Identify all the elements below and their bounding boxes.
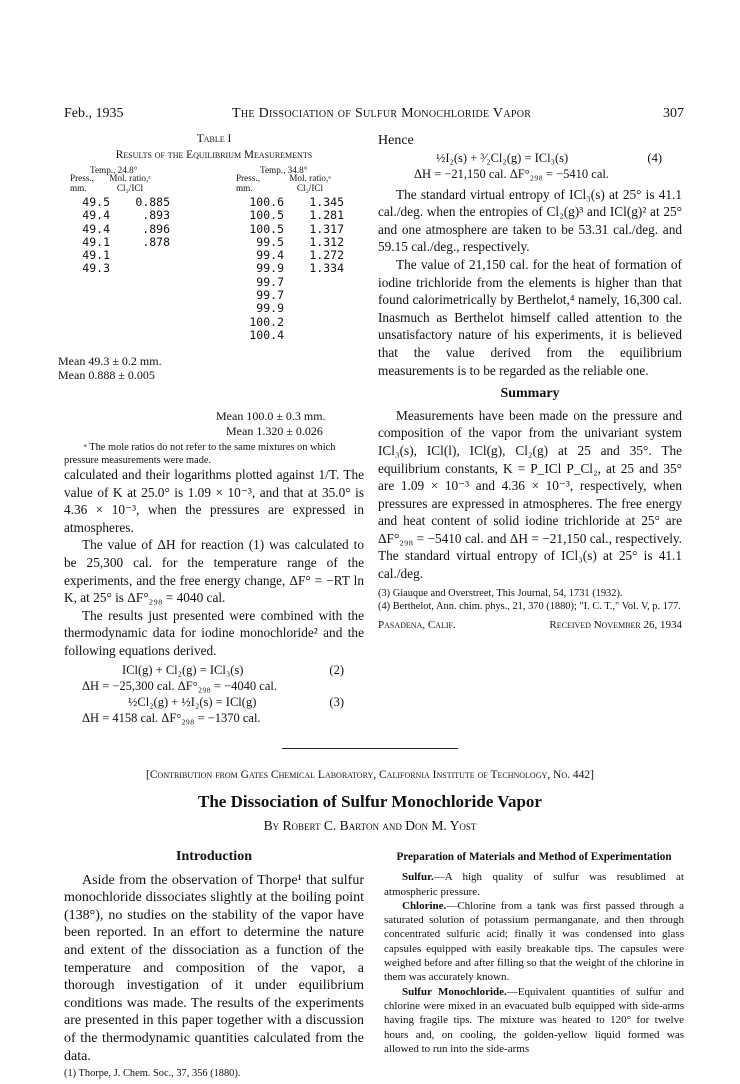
equation-4-number: (4) xyxy=(647,150,662,165)
right-pressure-cell: 99.7 xyxy=(256,274,284,289)
left-row xyxy=(64,249,170,262)
right-pressure-cell: 100.2 xyxy=(249,314,284,329)
equation-3-text: ½Cl₂(g) + ½I₂(s) = ICl(g) xyxy=(128,694,257,709)
left-row xyxy=(64,196,170,209)
right-row xyxy=(238,249,344,262)
article-right-column xyxy=(384,850,684,1056)
right-row xyxy=(238,289,344,302)
right-para-2: The value of 21,150 cal. for the heat of formation of iodine trichloride from the elements is higher than that found calorimetrically by Berthelot,⁴ namely, 16,300 cal. Inasmuch as Berthelot himself called attention to the unsatisfactory nature of his experiments, it is believed that the value derived from the equilibrium measurements is to be regarded as the reliable one. xyxy=(378,256,682,378)
equation-3-thermo: ΔH = 4158 cal. ΔF°₂₉₈ = −1370 cal. xyxy=(82,710,261,725)
right-row xyxy=(238,223,344,236)
right-ratio-cell xyxy=(284,289,344,302)
ref-4: (4) Berthelot, Ann. chim. phys., 21, 370 (1880); "I. C. T.," Vol. V, p. 177. xyxy=(378,600,681,612)
right-row xyxy=(238,329,344,342)
right-ratio-cell xyxy=(284,329,344,342)
left-column xyxy=(64,466,364,726)
right-mean-ratio: Mean 1.320 ± 0.026 xyxy=(226,424,323,438)
hence-label: Hence xyxy=(378,133,414,148)
left-ratio-cell: .893 xyxy=(142,208,170,223)
equation-2-values xyxy=(64,678,364,694)
left-ratio-cell xyxy=(110,262,170,275)
equation-2-text: ICl(g) + Cl₂(g) = ICl₃(s) xyxy=(122,662,244,677)
right-pressure-cell: 99.9 xyxy=(256,301,284,316)
equation-2-number: (2) xyxy=(329,662,344,677)
equation-3-values xyxy=(64,710,364,726)
equation-4-values xyxy=(378,166,682,182)
prep-heading: Preparation of Materials and Method of Experimentation xyxy=(396,851,672,863)
equation-3 xyxy=(64,694,364,710)
chlorine-para xyxy=(384,899,684,985)
right-ratio-cell xyxy=(284,302,344,315)
intro-heading: Introduction xyxy=(176,849,252,864)
right-temp-header: Temp., 34.8° xyxy=(260,165,308,175)
right-para-1: The standard virtual entropy of ICl₃(s) at 25° is 41.1 cal./deg. when the entropies of Cl₂(g)³ and ICl(g)² at 25° and one atmosphere are taken to be 53.31 cal./deg. and 59.15 cal./deg., respectively. xyxy=(378,186,682,255)
right-row xyxy=(238,236,344,249)
left-pressure-cell: 49.3 xyxy=(82,261,110,276)
left-para-2: The value of ΔH for reaction (1) was calculated to be 25,300 cal. for the temperature range of the experiments, and the free energy change, ΔF° = −RT ln K, at 25° is ΔF°₂₉₈ = 4040 cal. xyxy=(64,537,364,606)
left-para-1: calculated and their logarithms plotted against 1/T. The value of K at 25.0° is 1.09 × 10⁻³, and that at 35.0° is 4.36 × 10⁻³, when the pressures are expressed in atmospheres. xyxy=(64,467,364,535)
left-mean-pressure: Mean 49.3 ± 0.2 mm. xyxy=(58,354,162,368)
running-header xyxy=(64,106,684,124)
right-row xyxy=(238,302,344,315)
left-para-3: The results just presented were combined with the thermodynamic data for iodine monochloride² and the following equations derived. xyxy=(64,607,364,658)
received-date: Received November 26, 1934 xyxy=(549,618,682,631)
right-row xyxy=(238,276,344,289)
right-ratio-cell: 1.345 xyxy=(309,195,344,209)
left-temp-header: Temp., 24.8° xyxy=(90,165,138,175)
table-subtitle: Results of the Equilibrium Measurements xyxy=(115,149,313,161)
left-pressure-cell: 49.1 xyxy=(82,234,110,249)
right-row xyxy=(238,316,344,329)
left-row xyxy=(64,236,170,249)
left-ratio-cell: .896 xyxy=(142,221,170,236)
sulfur-label: Sulfur. xyxy=(402,871,434,884)
chlorine-text: —Chlorine from a tank was first passed through a saturated solution of potassium permanganate, and then through concentrated sulfuric acid; finally it was condensed into glass capsules equipped with easily breakable tips. The capsules were weighed before and after filling so that the weight of the chlorine in them was accurately known. xyxy=(384,899,684,984)
monochloride-label: Sulfur Monochloride. xyxy=(402,985,507,998)
left-row xyxy=(64,209,170,222)
right-ratio-cell: 1.272 xyxy=(309,248,344,263)
ref-3: (3) Giauque and Overstreet, This Journal, 54, 1731 (1932). xyxy=(378,587,623,599)
article-authors: By Robert C. Barton and Don M. Yost xyxy=(263,818,477,833)
monochloride-para xyxy=(384,985,684,1056)
table-block xyxy=(58,132,364,467)
ref-1: (1) Thorpe, J. Chem. Soc., 37, 356 (1880). xyxy=(64,1068,241,1080)
equation-3-number: (3) xyxy=(329,694,344,709)
header-title: The Dissociation of Sulfur Monochloride Vapor xyxy=(232,106,532,121)
right-ratio-cell: 1.312 xyxy=(309,234,344,249)
right-pressure-cell: 100.5 xyxy=(249,208,284,223)
table-title: Table I xyxy=(196,133,232,145)
monochloride-text: —Equivalent quantities of sulfur and chlorine were mixed in an evacuated bulb equipped with side-arms having fragile tips. The mixture was heated to 120° for twelve hours and, on cooling, the golden-yellow liquid formed was allowed to run into the side-arms xyxy=(384,985,684,1055)
page-number: 307 xyxy=(663,106,684,121)
equation-4-thermo: ΔH = −21,150 cal. ΔF°₂₉₈ = −5410 cal. xyxy=(414,166,609,181)
left-press-header: Press., mm. xyxy=(70,173,94,193)
left-ratio-cell xyxy=(110,249,170,262)
right-row xyxy=(238,262,344,275)
right-ratio-cell xyxy=(284,276,344,289)
table-left-data xyxy=(64,196,170,276)
right-column xyxy=(378,132,682,632)
section-divider xyxy=(282,748,458,749)
chlorine-label: Chlorine. xyxy=(402,899,447,912)
sulfur-text: —A high quality of sulfur was resublimed at atmospheric pressure. xyxy=(384,871,684,898)
right-ratio-cell: 1.334 xyxy=(309,261,344,276)
place: Pasadena, Calif. xyxy=(378,618,456,631)
left-pressure-cell: 49.5 xyxy=(82,195,110,209)
table-footnote: ᵃ The mole ratios do not refer to the same mixtures on which pressure measurements were made. xyxy=(64,442,336,467)
sulfur-para xyxy=(384,870,684,899)
left-pressure-cell: 49.1 xyxy=(82,248,110,263)
article-left-column xyxy=(64,848,364,1080)
right-pressure-cell: 99.7 xyxy=(256,288,284,303)
right-ratio-cell: 1.281 xyxy=(309,208,344,223)
right-pressure-cell: 100.5 xyxy=(249,221,284,236)
article-title: The Dissociation of Sulfur Monochloride Vapor xyxy=(198,792,542,811)
left-ratio-cell: .878 xyxy=(142,234,170,249)
signoff xyxy=(378,619,682,632)
left-ratio-cell: 0.885 xyxy=(135,195,170,209)
right-pressure-cell: 99.5 xyxy=(256,234,284,249)
table-right-data xyxy=(238,196,344,342)
right-pressure-cell: 100.6 xyxy=(249,195,284,209)
right-ratio-header: Mol. ratio,ᵃ Cl₂/ICl xyxy=(289,173,331,193)
left-mean-ratio: Mean 0.888 ± 0.005 xyxy=(58,368,155,382)
right-press-header: Press., mm. xyxy=(236,173,260,193)
equation-4-text: ½I₂(s) + ³⁄₂Cl₂(g) = ICl₃(s) xyxy=(436,150,569,165)
left-row xyxy=(64,262,170,275)
right-pressure-cell: 99.9 xyxy=(256,261,284,276)
right-mean-pressure: Mean 100.0 ± 0.3 mm. xyxy=(216,409,326,423)
intro-text: Aside from the observation of Thorpe¹ that sulfur monochloride dissociates slightly at the boiling point (138°), no studies on the stability of the vapor have been reported. In an effort to determine the nature and extent of the dissociation as a function of the temperature and composition of the vapor, a thorough investigation of it under equilibrium conditions was made. The results of the experiments are presented in this paper together with a discussion of the thermodynamic quantities calculated from the data. xyxy=(64,872,364,1064)
right-ratio-cell xyxy=(284,316,344,329)
equation-2-thermo: ΔH = −25,300 cal. ΔF°₂₉₈ = −4040 cal. xyxy=(82,678,277,693)
left-ratio-header: Mol. ratio,ᵃ Cl₂/ICl xyxy=(109,173,151,193)
equation-2 xyxy=(64,662,364,678)
right-ratio-cell: 1.317 xyxy=(309,221,344,236)
contribution-line: [Contribution from Gates Chemical Laboratory, California Institute of Technology, No. 442] xyxy=(146,769,594,781)
left-pressure-cell: 49.4 xyxy=(82,221,110,236)
left-row xyxy=(64,223,170,236)
header-date: Feb., 1935 xyxy=(64,106,124,121)
right-row xyxy=(238,209,344,222)
left-pressure-cell: 49.4 xyxy=(82,208,110,223)
right-row xyxy=(238,196,344,209)
right-pressure-cell: 99.4 xyxy=(256,248,284,263)
summary-heading: Summary xyxy=(500,386,560,402)
equation-4 xyxy=(378,150,682,166)
summary-text: Measurements have been made on the pressure and composition of the vapor from the univariant system ICl₃(s), ICl(l), ICl(g), Cl₂(g) at 25 and 35°. The equilibrium constants, K = P_ICl P_Cl₂, at 25 and 35° are 1.09 × 10⁻³ and 4.36 × 10⁻³, respectively, when pressures are expressed in atmospheres. The free energy and heat content of solid iodine trichloride at 25° are ΔF°₂₉₈ = −5410 cal. and ΔH = −21,150 cal., respectively. The standard virtual entropy of ICl₃(s) at 25° is 41.1 cal./deg. xyxy=(378,407,682,582)
right-pressure-cell: 100.4 xyxy=(249,327,284,342)
